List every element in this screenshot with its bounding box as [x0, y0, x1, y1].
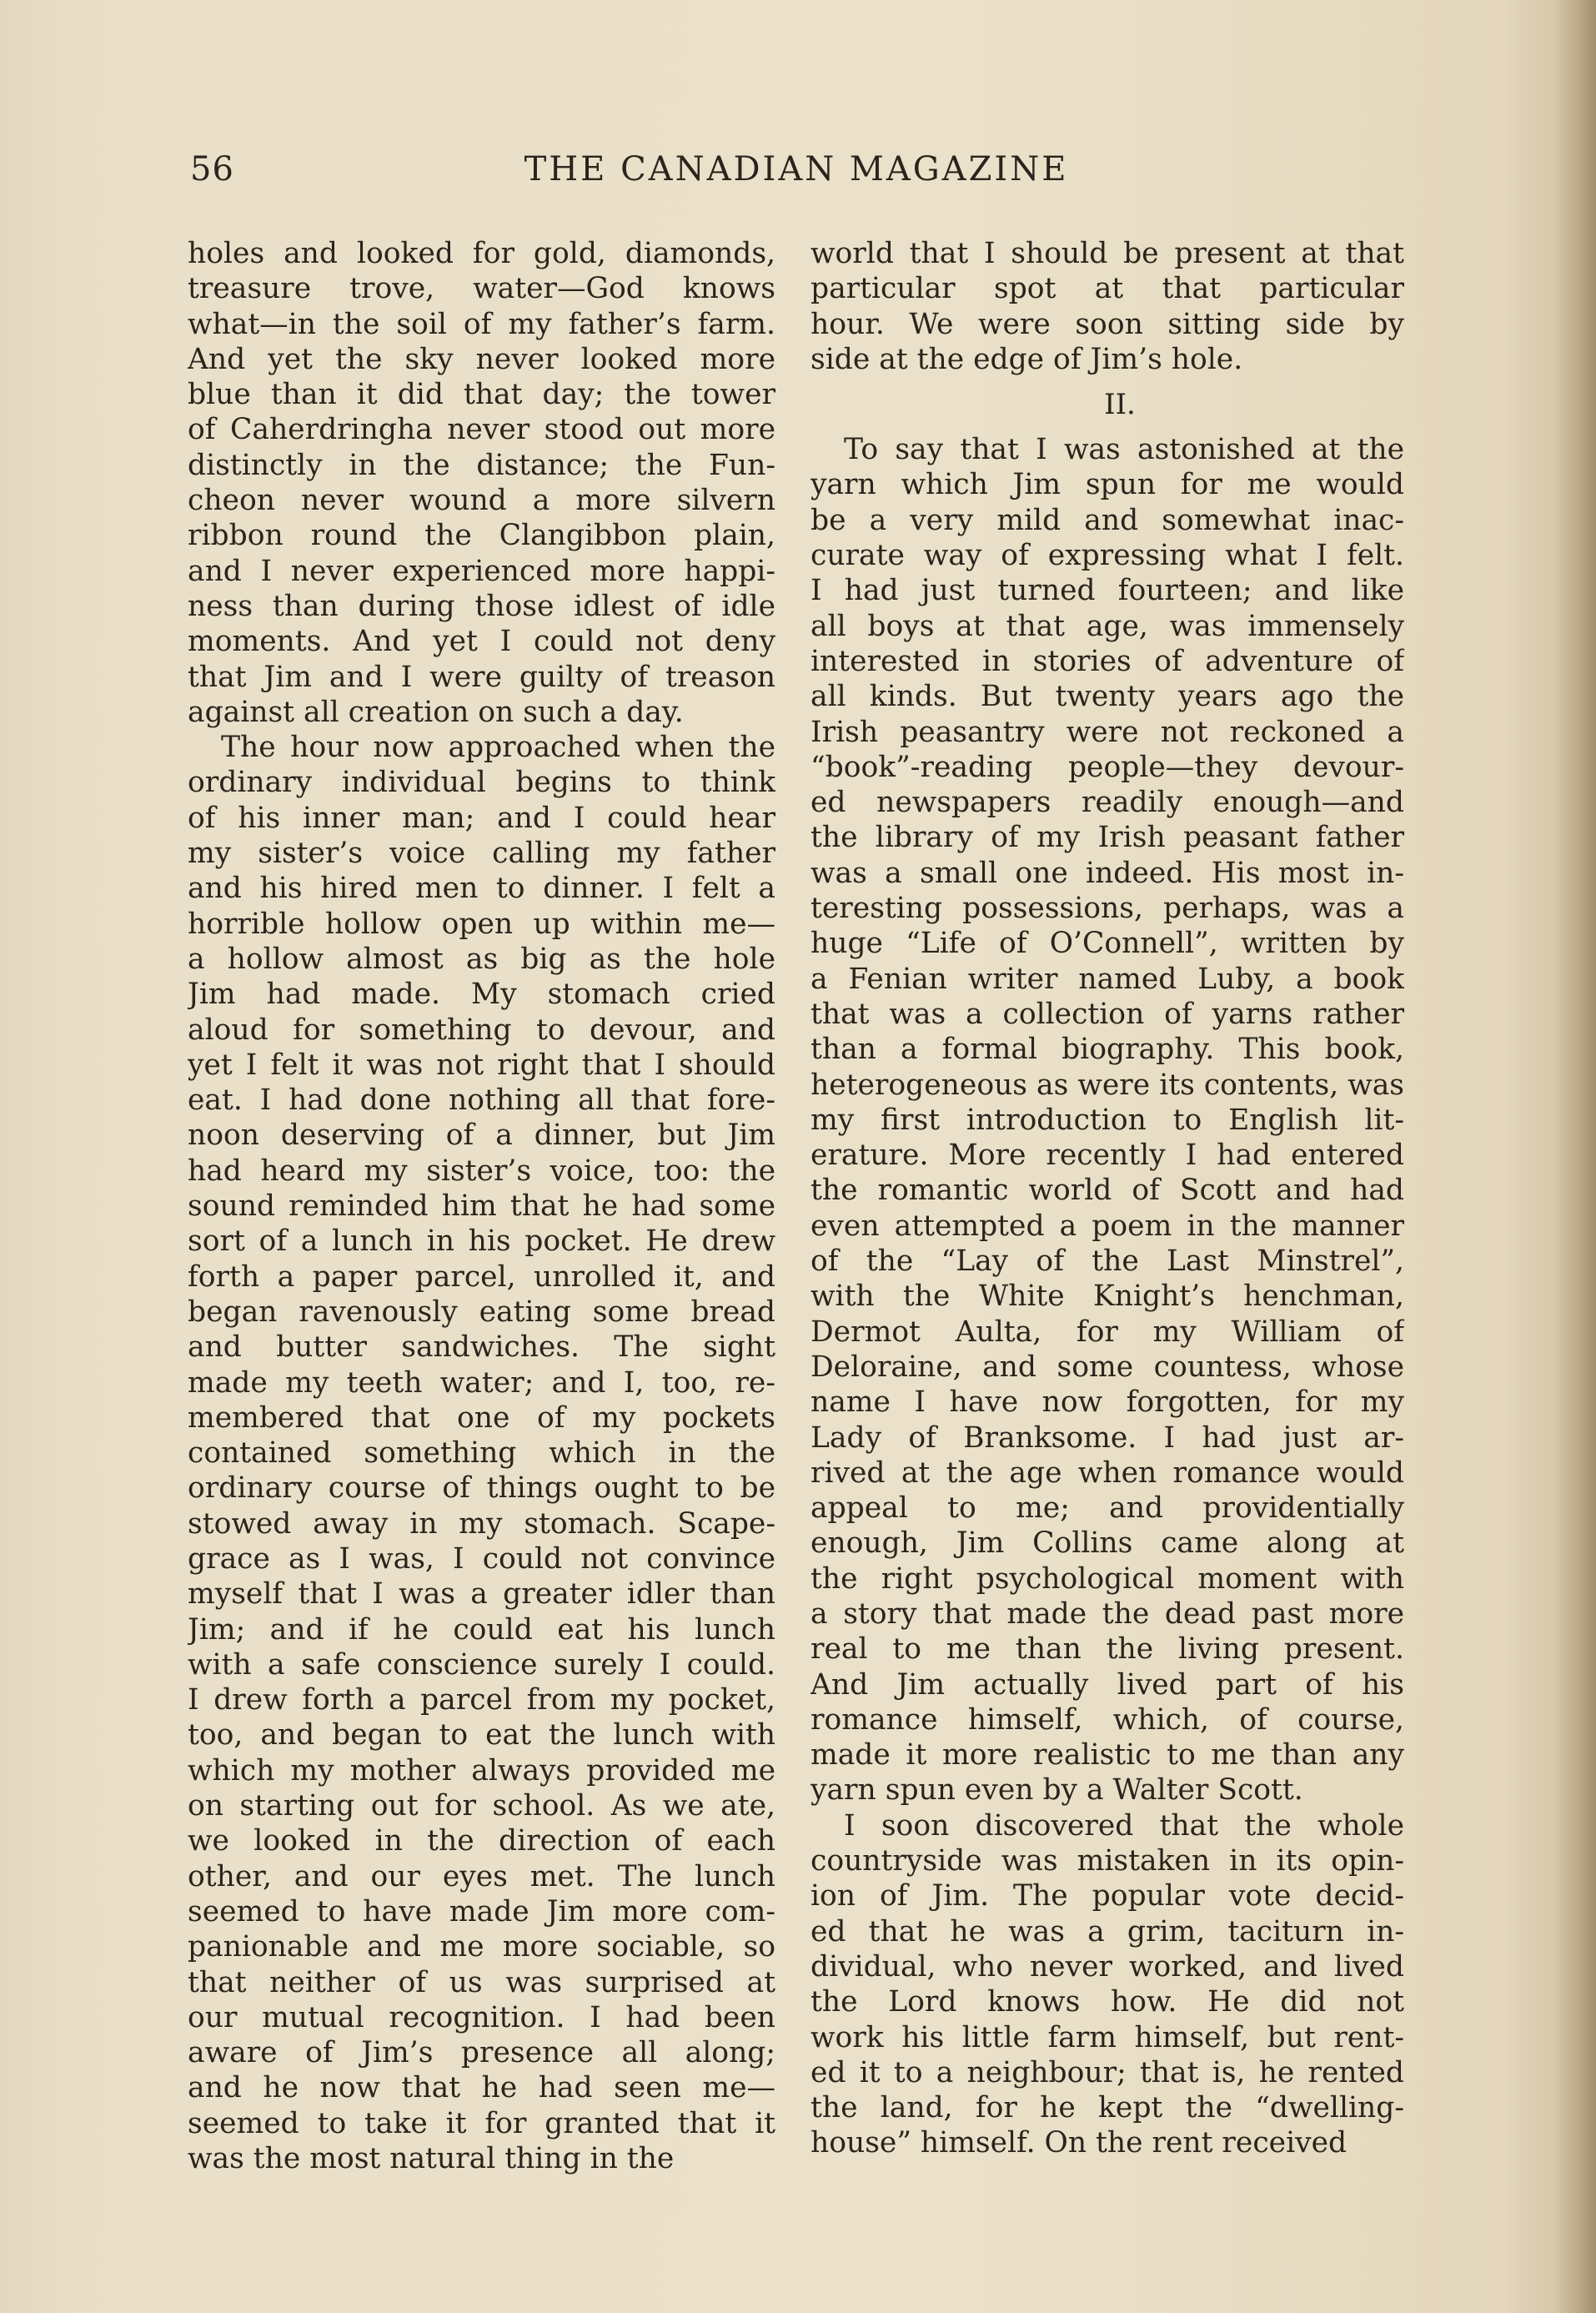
text-line: curate way of expressing what I felt. — [811, 539, 1404, 573]
text-line: of Caherdringha never stood out more — [188, 413, 775, 447]
text-line: yarn which Jim spun for me would — [811, 468, 1404, 502]
text-line: that neither of us was surprised at — [188, 1965, 775, 1999]
text-line: and butter sandwiches. The sight — [188, 1330, 775, 1365]
text-line: house” himself. On the rent received — [811, 2126, 1348, 2160]
text-line: yarn spun even by a Walter Scott. — [811, 1773, 1303, 1808]
text-line: than a formal biography. This book, — [811, 1033, 1404, 1067]
text-line: holes and looked for gold, diamonds, — [188, 237, 775, 270]
text-line: the land, for he kept the “dwelling- — [811, 2091, 1404, 2125]
text-line: had heard my sister’s voice, too: the — [188, 1154, 775, 1188]
text-line: seemed to have made Jim more com- — [188, 1894, 775, 1928]
text-line: of his inner man; and I could hear — [188, 801, 775, 835]
text-line: ordinary course of things ought to be — [188, 1471, 775, 1506]
text-line: hour. We were soon sitting side by — [811, 307, 1404, 341]
text-line: Lady of Branksome. I had just ar- — [811, 1420, 1404, 1455]
text-line: I had just turned fourteen; and like — [811, 574, 1404, 608]
text-line: of the “Lay of the Last Minstrel”, — [811, 1244, 1404, 1279]
right-text-column — [811, 236, 1404, 2161]
text-line: side at the edge of Jim’s hole. — [811, 342, 1243, 376]
text-line: the romantic world of Scott and had — [811, 1174, 1404, 1208]
text-line: work his little farm himself, but rent- — [811, 2020, 1404, 2054]
text-line: contained something which in the — [188, 1436, 775, 1471]
text-line: myself that I was a greater idler than — [188, 1577, 775, 1612]
text-line: moments. And yet I could not deny — [188, 625, 775, 659]
text-line: grace as I was, I could not convince — [188, 1541, 775, 1576]
section-heading: II. — [1104, 388, 1136, 422]
text-line: “book”-reading people—they devour- — [811, 750, 1404, 784]
text-line: treasure trove, water—God knows — [188, 272, 775, 306]
text-line: noon deserving of a dinner, but Jim — [188, 1119, 775, 1153]
text-line: sound reminded him that he had some — [188, 1189, 775, 1224]
text-line: aloud for something to devour, and — [188, 1013, 775, 1047]
text-line: eat. I had done nothing all that fore- — [188, 1084, 775, 1118]
text-line: what—in the soil of my father’s farm. — [188, 307, 775, 341]
text-line: all kinds. But twenty years ago the — [811, 680, 1404, 714]
text-line: the Lord knows how. He did not — [811, 1985, 1404, 2019]
page-number: 56 — [190, 150, 234, 189]
text-line: other, and our eyes met. The lunch — [188, 1859, 775, 1893]
text-line: Jim; and if he could eat his lunch — [188, 1612, 775, 1647]
text-line: ness than during those idlest of idle — [188, 589, 775, 623]
text-line: against all creation on such a day. — [188, 695, 684, 729]
text-line: all boys at that age, was immensely — [811, 609, 1404, 643]
page-header — [183, 150, 1409, 200]
text-line: made my teeth water; and I, too, re- — [188, 1365, 775, 1400]
text-line: I soon discovered that the whole — [844, 1808, 1404, 1843]
text-line: aware of Jim’s presence all along; — [188, 2036, 775, 2070]
text-line: we looked in the direction of each — [188, 1824, 775, 1858]
text-line: ion of Jim. The popular vote decid- — [811, 1879, 1404, 1913]
text-line: The hour now approached when the — [221, 731, 775, 765]
text-line: with the White Knight’s henchman, — [811, 1280, 1404, 1314]
text-line: rived at the age when romance would — [811, 1456, 1404, 1490]
text-line: romance himself, which, of course, — [811, 1702, 1404, 1737]
text-line: interested in stories of adventure of — [811, 644, 1404, 678]
text-line: heterogeneous as were its contents, was — [811, 1068, 1404, 1102]
page-edge-shadow — [1554, 0, 1596, 2313]
text-line: too, and began to eat the lunch with — [188, 1718, 775, 1752]
text-line: my sister’s voice calling my father — [188, 837, 775, 871]
text-line: Irish peasantry were not reckoned a — [811, 715, 1404, 749]
text-line: world that I should be present at that — [811, 237, 1404, 270]
right-column-body — [811, 432, 1404, 2161]
text-line: ed it to a neighbour; that is, he rented — [811, 2055, 1404, 2089]
text-line: panionable and me more sociable, so — [188, 1930, 775, 1964]
text-line: Deloraine, and some countess, whose — [811, 1350, 1404, 1384]
text-line: a hollow almost as big as the hole — [188, 942, 775, 976]
text-line: And Jim actually lived part of his — [811, 1667, 1404, 1702]
text-line: was a small one indeed. His most in- — [811, 856, 1404, 890]
text-line: To say that I was astonished at the — [844, 433, 1404, 467]
text-line: I drew forth a parcel from my pocket, — [188, 1683, 775, 1717]
text-line: ribbon round the Clangibbon plain, — [188, 519, 775, 553]
text-line: a story that made the dead past more — [811, 1596, 1404, 1631]
text-line: our mutual recognition. I had been — [188, 2000, 775, 2034]
text-line: forth a paper parcel, unrolled it, and — [188, 1260, 775, 1294]
text-line: that Jim and I were guilty of treason — [188, 660, 775, 694]
text-line: Dermot Aulta, for my William of — [811, 1315, 1404, 1349]
text-line: ed newspapers readily enough—and — [811, 786, 1404, 820]
text-line: yet I felt it was not right that I should — [188, 1048, 775, 1082]
text-line: that was a collection of yarns rather — [811, 997, 1404, 1031]
text-line: particular spot at that particular — [811, 272, 1404, 306]
text-line: my first introduction to English lit- — [811, 1103, 1404, 1137]
text-line: and I never experienced more happi- — [188, 554, 775, 588]
text-line: dividual, who never worked, and lived — [811, 1949, 1404, 1984]
text-line: Jim had made. My stomach cried — [188, 978, 775, 1012]
text-line: And yet the sky never looked more — [188, 342, 775, 376]
text-line: membered that one of my pockets — [188, 1400, 775, 1435]
text-line: ordinary individual begins to think — [188, 766, 775, 800]
text-line: blue than it did that day; the tower — [188, 378, 775, 412]
text-line: and his hired men to dinner. I felt a — [188, 872, 775, 906]
text-line: cheon never wound a more silvern — [188, 484, 775, 518]
text-line: even attempted a poem in the manner — [811, 1209, 1404, 1243]
text-line: the library of my Irish peasant father — [811, 821, 1404, 855]
text-line: stowed away in my stomach. Scape- — [188, 1506, 775, 1541]
text-line: huge “Life of O’Connell”, written by — [811, 927, 1404, 961]
text-line: ed that he was a grim, taciturn in- — [811, 1914, 1404, 1948]
text-line: began ravenously eating some bread — [188, 1295, 775, 1329]
text-line: countryside was mistaken in its opin- — [811, 1844, 1404, 1878]
text-line: with a safe conscience surely I could. — [188, 1647, 775, 1682]
text-line: erature. More recently I had entered — [811, 1139, 1404, 1173]
text-line: horrible hollow open up within me— — [188, 907, 775, 941]
text-line: distinctly in the distance; the Fun- — [188, 448, 775, 482]
right-column-top-paragraph — [811, 236, 1404, 377]
text-line: real to me than the living present. — [811, 1632, 1404, 1667]
left-text-column — [188, 236, 775, 2176]
text-line: name I have now forgotten, for my — [811, 1385, 1404, 1420]
text-line: sort of a lunch in his pocket. He drew — [188, 1224, 775, 1259]
text-line: on starting out for school. As we ate, — [188, 1789, 775, 1823]
text-line: enough, Jim Collins came along at — [811, 1526, 1404, 1561]
text-line: was the most natural thing in the — [188, 2142, 675, 2176]
text-line: which my mother always provided me — [188, 1753, 775, 1788]
text-line: the right psychological moment with — [811, 1561, 1404, 1596]
text-line: made it more realistic to me than any — [811, 1738, 1404, 1772]
text-line: appeal to me; and providentially — [811, 1491, 1404, 1526]
text-line: a Fenian writer named Luby, a book — [811, 962, 1404, 996]
text-line: and he now that he had seen me— — [188, 2071, 775, 2105]
text-line: seemed to take it for granted that it — [188, 2106, 775, 2140]
text-line: teresting possessions, perhaps, was a — [811, 892, 1404, 926]
running-title: THE CANADIAN MAGAZINE — [524, 150, 1069, 189]
text-line: be a very mild and somewhat inac- — [811, 503, 1404, 537]
